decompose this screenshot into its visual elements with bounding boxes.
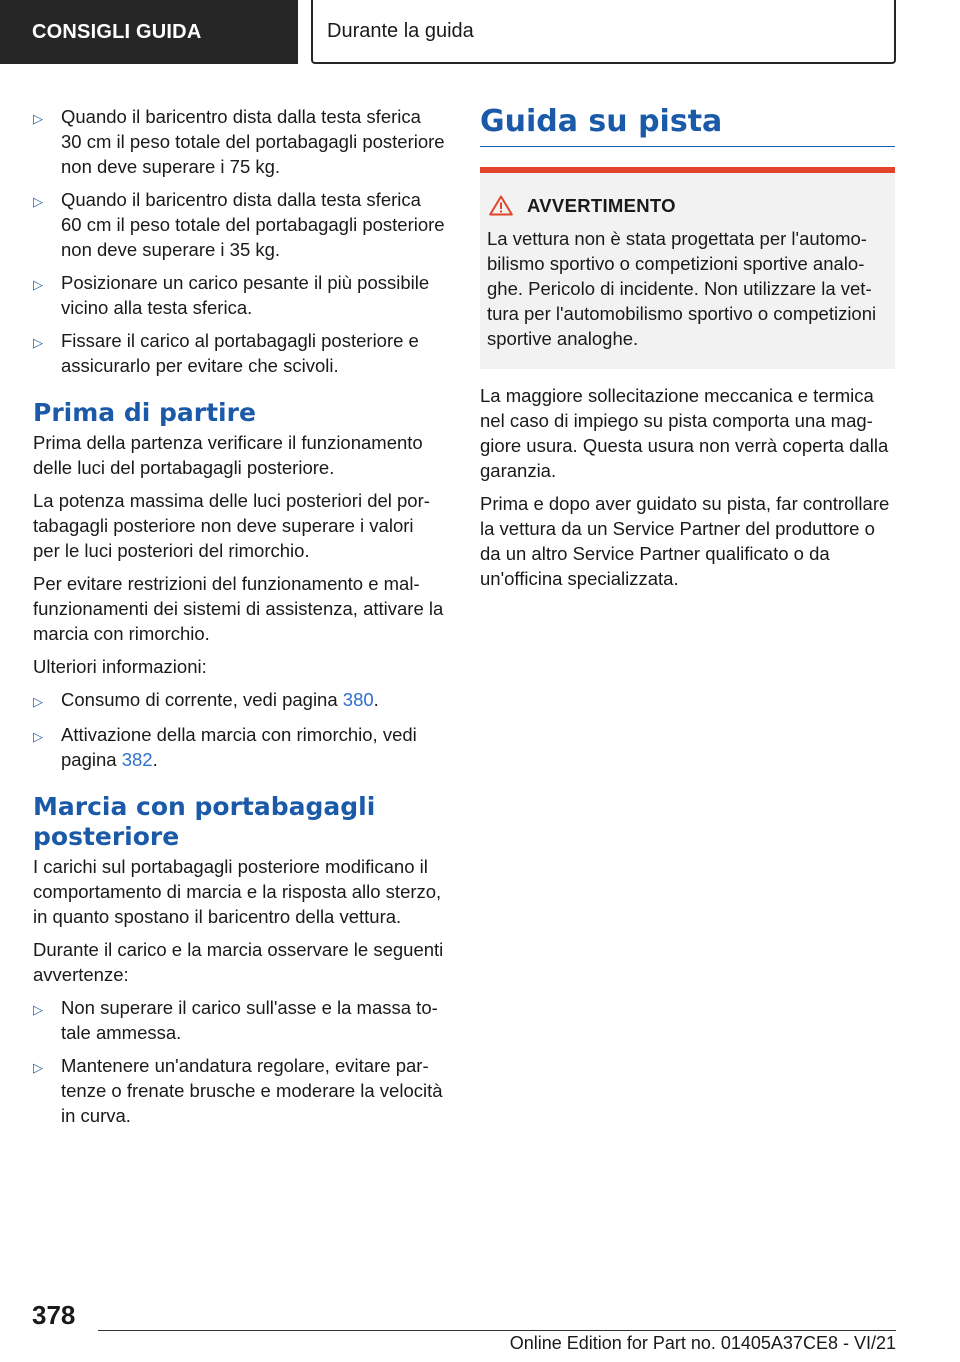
paragraph: Prima della partenza verificare il funzionamento delle luci del portabagagli posteriore. — [33, 432, 423, 478]
triangle-right-icon: ▷ — [33, 1002, 43, 1017]
ref-text: Consumo di corrente, vedi pagina — [61, 689, 343, 710]
warning-box — [480, 167, 895, 369]
edition-note: Online Edition for Part no. 01405A37CE8 - VI/21 — [509, 1333, 896, 1353]
paragraph: Durante il carico e la marcia osservare le seguenti avvertenze: — [33, 939, 444, 985]
ref-text: Attivazione della marcia con rimorchio, vedi pagina — [61, 724, 417, 770]
page-link-382[interactable]: 382 — [121, 749, 153, 770]
list-item-text — [61, 687, 445, 714]
list-item — [33, 995, 445, 1045]
triangle-right-icon: ▷ — [33, 335, 43, 350]
list-item — [33, 328, 445, 378]
list-item — [33, 104, 445, 179]
paragraph: Per evitare restrizioni del funzionamento e malfunzionamenti dei sistemi di assistenza, attivare la marcia con rimorchio. — [33, 573, 444, 644]
footer-divider — [98, 1330, 896, 1331]
warning-triangle-icon — [489, 195, 513, 216]
left-column — [33, 104, 445, 1136]
list-item — [33, 722, 445, 772]
list-item-text: Mantenere un'andatura regolare, evitare partenze o frenate brusche e moderare la velocità in curva. — [61, 1055, 443, 1126]
section-heading-marcia: Marcia con portabagagli posteriore — [33, 792, 376, 851]
list-item-text: Posizionare un carico pesante il più possibile vicino alla testa sferica. — [61, 272, 430, 318]
paragraph: La maggiore sollecitazione meccanica e termica nel caso di impiego su pista comporta una maggiore usura. Questa usura non verrà coperta dalla garanzia. — [480, 385, 889, 481]
paragraph: I carichi sul portabagagli posteriore modificano il comportamento di marcia e la risposta allo sterzo, in quanto spostano il baricentro della vettura. — [33, 856, 442, 927]
page-title: Guida su pista — [480, 104, 895, 147]
ref-end: . — [152, 749, 158, 770]
section-header — [0, 0, 298, 64]
triangle-right-icon: ▷ — [33, 694, 43, 709]
ref-end: . — [373, 689, 379, 710]
list-item-text: Fissare il carico al portabagagli posteriore e assicurarlo per evitare che scivoli. — [61, 330, 419, 376]
page-number: 378 — [32, 1300, 76, 1330]
list-item — [33, 687, 445, 714]
list-item — [33, 1053, 445, 1128]
chapter-header — [311, 0, 896, 64]
list-item-text: Non superare il carico sull'asse e la massa totale ammessa. — [61, 997, 438, 1043]
warning-label: AVVERTIMENTO — [527, 195, 676, 216]
list-item-text: Quando il baricentro dista dalla testa sferica 30 cm il peso totale del portabagagli posteriore non deve superare i 75 kg. — [61, 106, 445, 177]
triangle-right-icon: ▷ — [33, 194, 43, 209]
paragraph: La potenza massima delle luci posteriori del portabagagli posteriore non deve superare i valori per le luci posteriori del rimorchio. — [33, 490, 430, 561]
list-item — [33, 187, 445, 262]
warning-header — [487, 193, 887, 218]
paragraph: Ulteriori informazioni: — [33, 656, 207, 677]
warning-text: La vettura non è stata progettata per l'automobilismo sportivo o competizioni sportive analoghe. Pericolo di incidente. Non utilizzare la vettura per l'automobilismo sportivo o competizioni sportive analoghe. — [487, 228, 877, 349]
triangle-right-icon: ▷ — [33, 1060, 43, 1075]
right-column — [480, 104, 895, 599]
section-heading-prima: Prima di partire — [33, 398, 256, 427]
list-item — [33, 270, 445, 320]
paragraph: Prima e dopo aver guidato su pista, far controllare la vettura da un Service Partner del produttore o da un altro Service Partner qualificato o da un'officina specializzata. — [480, 493, 890, 589]
chapter-title: Durante la guida — [327, 19, 474, 42]
list-item-text: Quando il baricentro dista dalla testa sferica 60 cm il peso totale del portabagagli posteriore non deve superare i 35 kg. — [61, 189, 445, 260]
triangle-right-icon: ▷ — [33, 729, 43, 744]
section-title: CONSIGLI GUIDA — [32, 20, 202, 43]
triangle-right-icon: ▷ — [33, 111, 43, 126]
page-link-380[interactable]: 380 — [342, 689, 374, 710]
list-item-text — [61, 722, 445, 772]
triangle-right-icon: ▷ — [33, 277, 43, 292]
